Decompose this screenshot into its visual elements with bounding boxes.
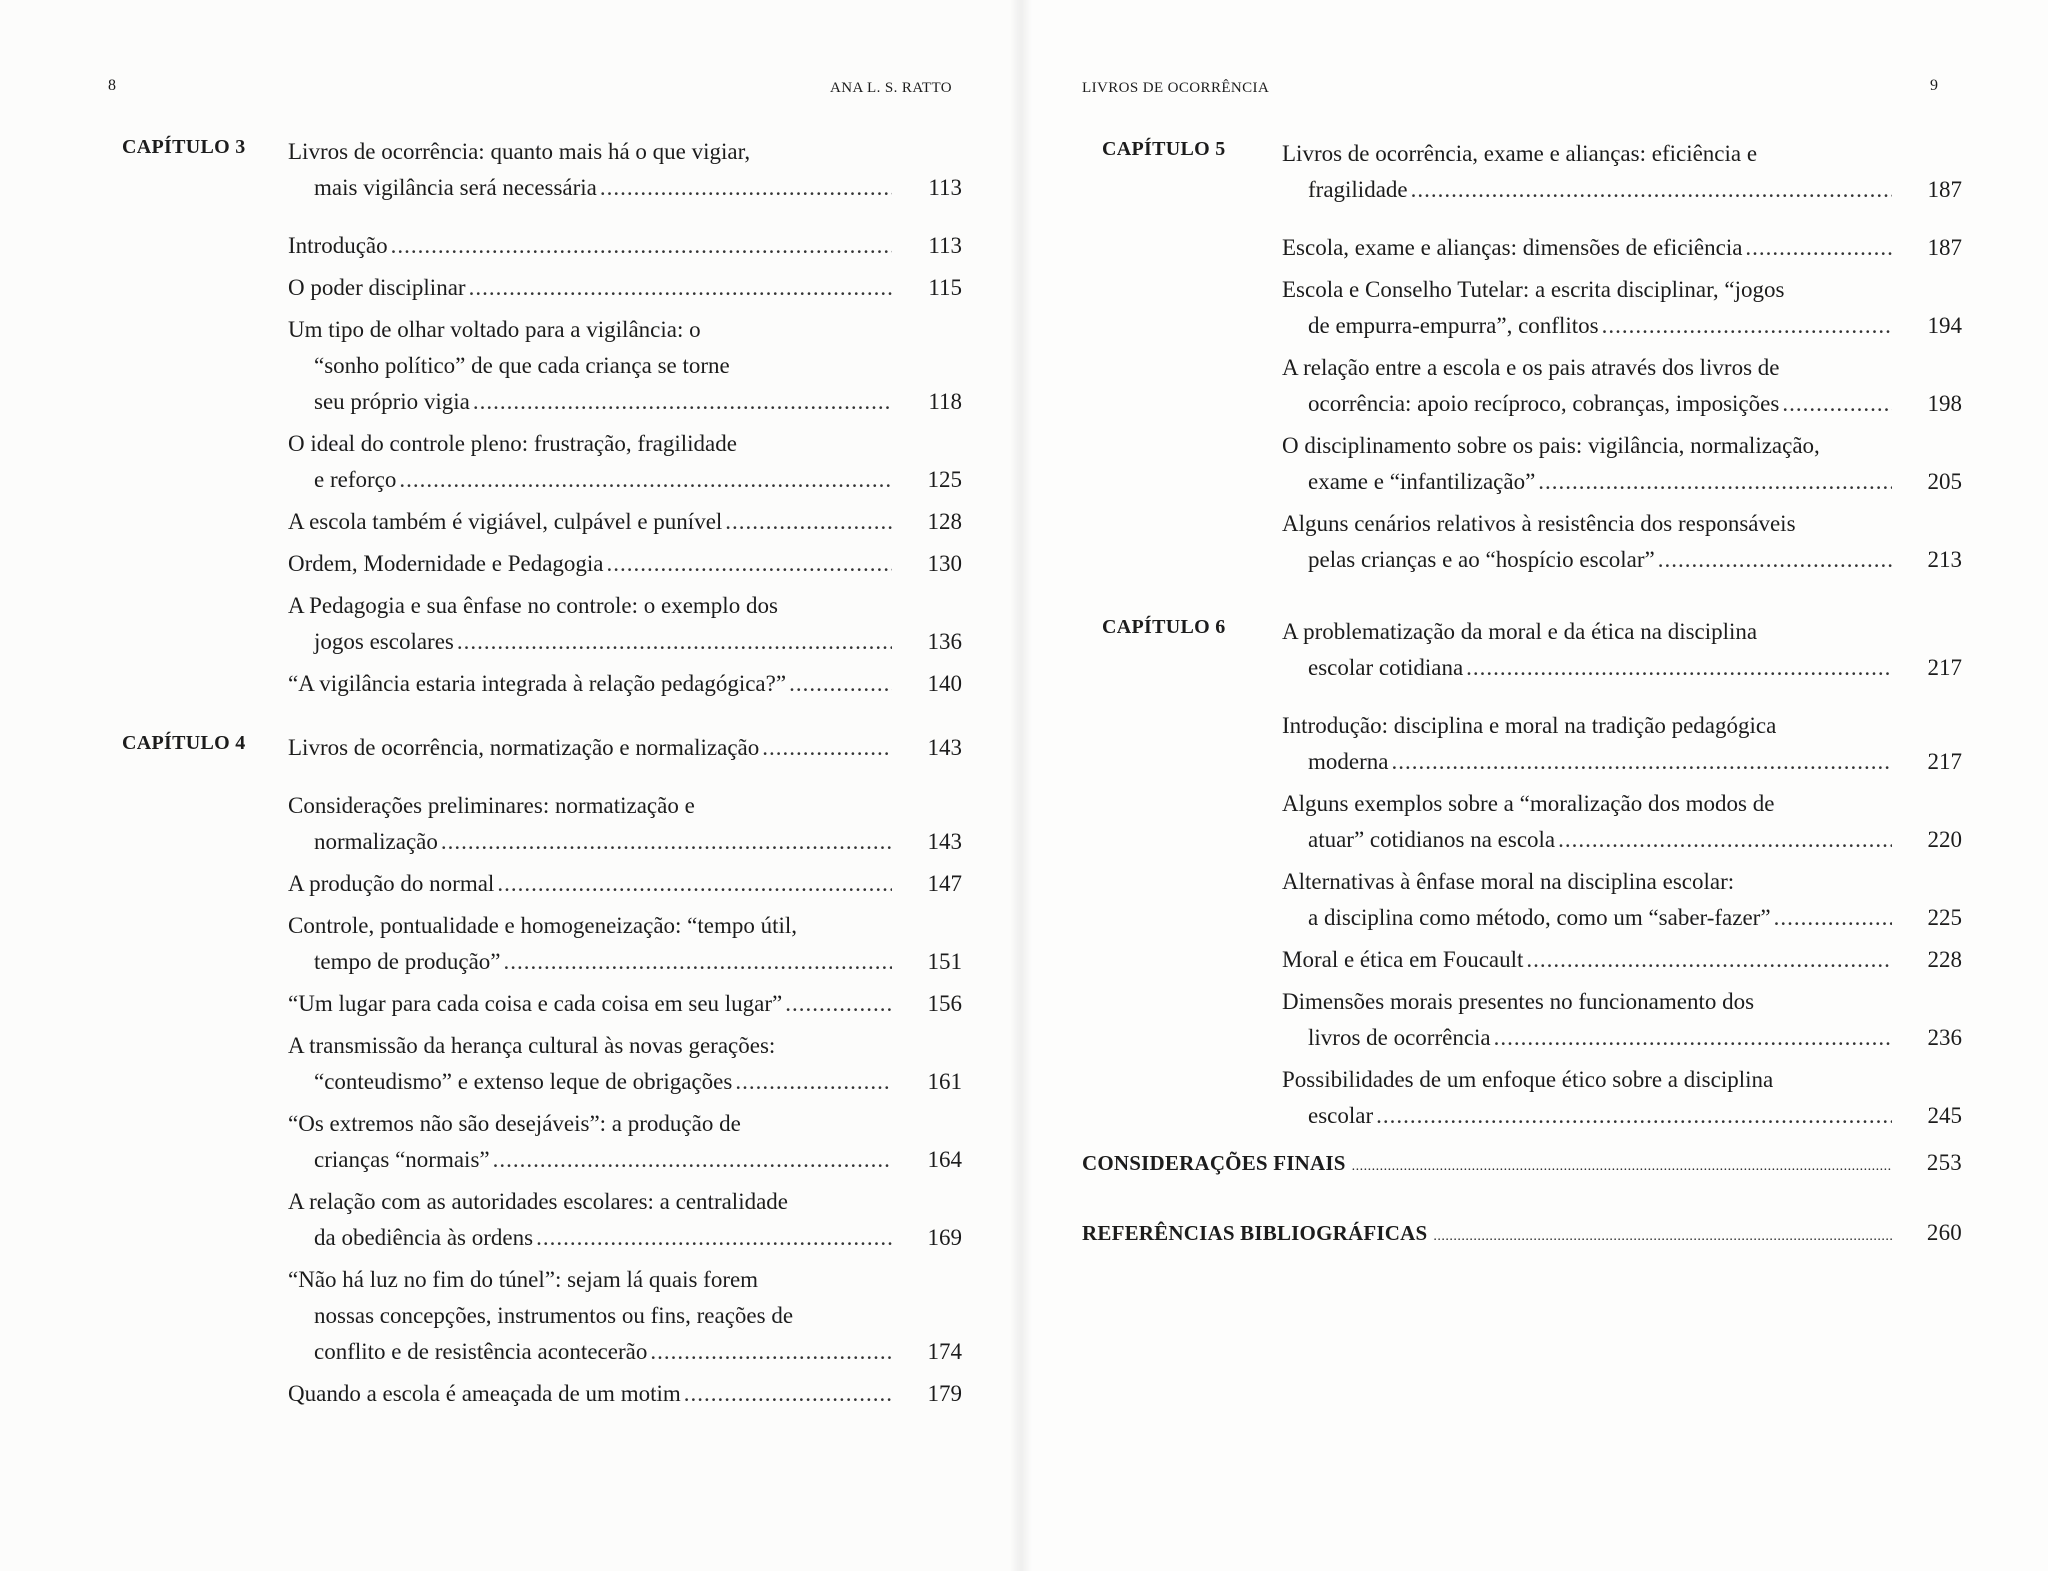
dot-leader xyxy=(1411,172,1892,208)
dot-leader xyxy=(1538,464,1892,500)
entry-line: exame e “infantilização” xyxy=(1308,469,1536,494)
entry-line: Possibilidades de um enfoque ético sobre a disciplina xyxy=(1282,1067,1774,1092)
chapter-title xyxy=(288,134,962,206)
dot-leader xyxy=(391,228,892,264)
dot-leader xyxy=(600,170,892,206)
dot-leader xyxy=(503,944,892,980)
toc-entry xyxy=(288,986,962,1022)
entry-text xyxy=(1282,1062,1892,1134)
entry-line: “Os extremos não são desejáveis”: a produção de xyxy=(288,1111,741,1136)
dot-leader xyxy=(1745,230,1892,266)
dot-leader xyxy=(684,1376,892,1412)
page-ref: 130 xyxy=(927,551,962,576)
entry-last-line xyxy=(288,504,892,540)
entry-text xyxy=(288,1262,892,1370)
entry-text xyxy=(1282,942,1892,978)
toc-entry xyxy=(288,426,962,498)
entry-last-line xyxy=(1282,308,1892,344)
entry-last-line xyxy=(288,170,892,206)
entry-line: Um tipo de olhar voltado para a vigilância: o xyxy=(288,317,701,342)
entry-last-line xyxy=(288,462,892,498)
entry-line: Alternativas à ênfase moral na disciplina escolar: xyxy=(1282,869,1735,894)
entry-text xyxy=(288,546,892,582)
table-of-contents xyxy=(1102,136,1962,1140)
dot-leader xyxy=(607,546,892,582)
entry-line: seu próprio vigia xyxy=(314,389,470,414)
page-ref: 151 xyxy=(927,949,962,974)
toc-entry xyxy=(1282,350,1962,422)
entry-line: conflito e de resistência acontecerão xyxy=(314,1339,648,1364)
dot-leader xyxy=(1376,1098,1892,1134)
toc-entry xyxy=(288,312,962,420)
entry-line: “Não há luz no fim do túnel”: sejam lá quais forem xyxy=(288,1267,759,1292)
entry-line: normalização xyxy=(314,829,438,854)
dot-leader xyxy=(1391,744,1892,780)
dot-leader xyxy=(785,986,892,1022)
entry-text xyxy=(288,426,892,498)
entry-text xyxy=(288,228,892,264)
entry-last-line xyxy=(288,1334,892,1370)
right-page xyxy=(1018,0,2048,1571)
toc-entry xyxy=(1282,864,1962,936)
entry-text xyxy=(1282,350,1892,422)
dot-leader xyxy=(1433,1229,1892,1245)
entry-line: livros de ocorrência xyxy=(1308,1025,1491,1050)
entry-last-line xyxy=(288,986,892,1022)
chapter-block xyxy=(122,730,962,1412)
entry-text xyxy=(288,588,892,660)
dot-leader xyxy=(399,462,892,498)
toc-entry xyxy=(288,228,962,264)
toc-entry xyxy=(288,270,962,306)
page-ref: 169 xyxy=(927,1225,962,1250)
dot-leader xyxy=(650,1334,892,1370)
page-ref: 113 xyxy=(928,175,962,200)
toc-entry xyxy=(288,908,962,980)
entry-line: e reforço xyxy=(314,467,397,492)
entry-line: jogos escolares xyxy=(314,629,454,654)
page-ref: 253 xyxy=(1926,1150,1962,1175)
entry-last-line xyxy=(1282,900,1892,936)
entry-line: Introdução xyxy=(288,233,388,258)
toc-entry xyxy=(288,1184,962,1256)
entry-line: Controle, pontualidade e homogeneização: “tempo útil, xyxy=(288,913,798,938)
chapter-block xyxy=(1102,136,1962,578)
page-ref: 128 xyxy=(927,509,962,534)
entry-text xyxy=(288,270,892,306)
entry-text xyxy=(1282,984,1892,1056)
entry-last-line xyxy=(288,666,892,702)
chapter-body xyxy=(1282,614,1962,1134)
entry-line: A relação entre a escola e os pais através dos livros de xyxy=(1282,355,1780,380)
dot-leader xyxy=(1602,308,1892,344)
chapter-body xyxy=(1282,136,1962,578)
dot-leader xyxy=(493,1142,892,1178)
chapter-block xyxy=(1102,614,1962,1134)
dot-leader xyxy=(457,624,892,660)
chapter-block xyxy=(122,134,962,702)
toc-entry xyxy=(288,504,962,540)
entry-line: A transmissão da herança cultural às novas gerações: xyxy=(288,1033,776,1058)
entry-last-line xyxy=(1282,744,1892,780)
entry-last-line xyxy=(288,384,892,420)
dot-leader xyxy=(1774,900,1892,936)
page-ref: 161 xyxy=(927,1069,962,1094)
page-ref: 225 xyxy=(1927,905,1962,930)
entry-line: fragilidade xyxy=(1308,177,1408,202)
back-matter-entry xyxy=(1082,1220,1962,1246)
chapter-title xyxy=(1282,614,1962,686)
entry-line: A relação com as autoridades escolares: a centralidade xyxy=(288,1189,789,1214)
page-ref: 115 xyxy=(928,275,962,300)
page-ref: 217 xyxy=(1927,655,1962,680)
toc-entry xyxy=(1282,506,1962,578)
page-ref: 164 xyxy=(927,1147,962,1172)
entry-line: “Um lugar para cada coisa e cada coisa em seu lugar” xyxy=(288,991,783,1016)
entry-last-line xyxy=(288,624,892,660)
page-ref: 156 xyxy=(927,991,962,1016)
dot-leader xyxy=(473,384,892,420)
page-ref: 179 xyxy=(927,1381,962,1406)
dot-leader xyxy=(725,504,892,540)
page-ref: 147 xyxy=(927,871,962,896)
page-ref: 174 xyxy=(927,1339,962,1364)
page-ref: 260 xyxy=(1926,1220,1962,1245)
toc-entry xyxy=(288,588,962,660)
entry-last-line xyxy=(1282,464,1892,500)
chapter-label: CAPÍTULO 4 xyxy=(122,732,246,754)
entry-text xyxy=(288,1376,892,1412)
toc-entry xyxy=(1282,272,1962,344)
left-page xyxy=(0,0,1018,1571)
entry-text xyxy=(288,1106,892,1178)
toc-entry xyxy=(288,1106,962,1178)
entry-line: Livros de ocorrência, exame e alianças: eficiência e xyxy=(1282,141,1758,166)
entry-last-line xyxy=(1282,1098,1892,1134)
entry-line: atuar” cotidianos na escola xyxy=(1308,827,1556,852)
entry-last-line xyxy=(288,944,892,980)
entry-line: O disciplinamento sobre os pais: vigilância, normalização, xyxy=(1282,433,1820,458)
page-ref: 220 xyxy=(1927,827,1962,852)
entry-line: moderna xyxy=(1308,749,1389,774)
entry-last-line xyxy=(1282,542,1892,578)
entry-text xyxy=(288,666,892,702)
dot-leader xyxy=(762,730,892,766)
chapter-label: CAPÍTULO 3 xyxy=(122,136,246,158)
entry-line: “conteudismo” e extenso leque de obrigações xyxy=(314,1069,733,1094)
entry-text xyxy=(288,1028,892,1100)
dot-leader xyxy=(735,1064,892,1100)
toc-entry xyxy=(288,666,962,702)
page-ref: 213 xyxy=(1927,547,1962,572)
entry-line: Escola e Conselho Tutelar: a escrita disciplinar, “jogos xyxy=(1282,277,1785,302)
final-entries xyxy=(1082,1150,1962,1246)
entry-line: A Pedagogia e sua ênfase no controle: o exemplo dos xyxy=(288,593,778,618)
entry-text xyxy=(288,866,892,902)
entry-line: Alguns cenários relativos à resistência dos responsáveis xyxy=(1282,511,1796,536)
entry-line: de empurra-empurra”, conflitos xyxy=(1308,313,1599,338)
toc-entry xyxy=(288,788,962,860)
entry-line: a disciplina como método, como um “saber-fazer” xyxy=(1308,905,1771,930)
entry-last-line xyxy=(1282,230,1892,266)
entry-line: Moral e ética em Foucault xyxy=(1282,947,1524,972)
page-ref: 236 xyxy=(1927,1025,1962,1050)
page-ref: 187 xyxy=(1927,177,1962,202)
dot-leader xyxy=(441,824,892,860)
entry-last-line xyxy=(288,1376,892,1412)
toc-entry xyxy=(288,1028,962,1100)
dot-leader xyxy=(1658,542,1892,578)
entry-line: Escola, exame e alianças: dimensões de eficiência xyxy=(1282,235,1743,260)
toc-entry xyxy=(1282,428,1962,500)
entry-line: “A vigilância estaria integrada à relação pedagógica?” xyxy=(288,671,787,696)
page-ref: 217 xyxy=(1927,749,1962,774)
toc-entry xyxy=(288,866,962,902)
entry-label: REFERÊNCIAS BIBLIOGRÁFICAS xyxy=(1082,1221,1428,1245)
entry-text xyxy=(288,986,892,1022)
page-ref: 143 xyxy=(927,829,962,854)
dot-leader xyxy=(789,666,892,702)
entry-label: CONSIDERAÇÕES FINAIS xyxy=(1082,1151,1346,1175)
chapter-label: CAPÍTULO 5 xyxy=(1102,138,1226,160)
entry-line: O poder disciplinar xyxy=(288,275,466,300)
entry-line: crianças “normais” xyxy=(314,1147,490,1172)
page-ref: 143 xyxy=(927,735,962,760)
entry-line: Quando a escola é ameaçada de um motim xyxy=(288,1381,681,1406)
toc-entry xyxy=(1282,942,1962,978)
entry-line: escolar cotidiana xyxy=(1308,655,1464,680)
book-gutter xyxy=(1010,0,1032,1571)
entry-line: A problematização da moral e da ética na disciplina xyxy=(1282,619,1758,644)
page-ref: 228 xyxy=(1927,947,1962,972)
toc-entry xyxy=(1282,708,1962,780)
entry-line: escolar xyxy=(1308,1103,1374,1128)
entry-line: Considerações preliminares: normatização e xyxy=(288,793,695,818)
entry-last-line xyxy=(288,824,892,860)
entry-text xyxy=(288,788,892,860)
entry-last-line xyxy=(288,730,892,766)
entry-last-line xyxy=(1282,1020,1892,1056)
toc-entry xyxy=(1282,786,1962,858)
entry-line: da obediência às ordens xyxy=(314,1225,534,1250)
entry-last-line xyxy=(288,546,892,582)
entry-last-line xyxy=(288,1220,892,1256)
entry-line: Livros de ocorrência, normatização e normalização xyxy=(288,735,760,760)
entry-line: O ideal do controle pleno: frustração, fragilidade xyxy=(288,431,737,456)
page-number: 8 xyxy=(108,77,117,94)
entry-line: Ordem, Modernidade e Pedagogia xyxy=(288,551,604,576)
entry-last-line xyxy=(288,270,892,306)
entry-line: A escola também é vigiável, culpável e punível xyxy=(288,509,723,534)
entry-line: Livros de ocorrência: quanto mais há o que vigiar, xyxy=(288,139,751,164)
chapter-label: CAPÍTULO 6 xyxy=(1102,616,1226,638)
entry-text xyxy=(288,134,892,206)
dot-leader xyxy=(1352,1159,1892,1175)
entry-text xyxy=(288,908,892,980)
chapter-body xyxy=(288,134,962,702)
entry-last-line xyxy=(1282,386,1892,422)
entry-text xyxy=(1282,136,1892,208)
toc-entry xyxy=(1282,1062,1962,1134)
page-ref: 245 xyxy=(1927,1103,1962,1128)
entry-line: Alguns exemplos sobre a “moralização dos modos de xyxy=(1282,791,1775,816)
entry-last-line xyxy=(1282,172,1892,208)
toc-entry xyxy=(1282,984,1962,1056)
entry-text xyxy=(1282,230,1892,266)
entry-text xyxy=(1282,506,1892,578)
dot-leader xyxy=(536,1220,892,1256)
entry-last-line xyxy=(288,1064,892,1100)
entry-last-line xyxy=(288,866,892,902)
running-head: LIVROS DE OCORRÊNCIA xyxy=(1082,80,1270,96)
entry-text xyxy=(288,1184,892,1256)
running-head: ANA L. S. RATTO xyxy=(830,80,952,96)
entry-text xyxy=(1282,428,1892,500)
entry-last-line xyxy=(288,228,892,264)
dot-leader xyxy=(1466,650,1892,686)
entry-text xyxy=(1282,864,1892,936)
entry-text xyxy=(288,730,892,766)
page-ref: 118 xyxy=(928,389,962,414)
page-ref: 187 xyxy=(1927,235,1962,260)
entry-line: “sonho político” de que cada criança se torne xyxy=(314,353,730,378)
entry-line: tempo de produção” xyxy=(314,949,501,974)
page-ref: 140 xyxy=(927,671,962,696)
entry-text xyxy=(288,504,892,540)
entry-line: Dimensões morais presentes no funcionamento dos xyxy=(1282,989,1755,1014)
chapter-body xyxy=(288,730,962,1412)
entry-text xyxy=(288,312,892,420)
back-matter-entry xyxy=(1082,1150,1962,1176)
entry-text xyxy=(1282,614,1892,686)
page-ref: 136 xyxy=(927,629,962,654)
page-number: 9 xyxy=(1930,77,1939,94)
entry-last-line xyxy=(1282,942,1892,978)
entry-text xyxy=(1282,786,1892,858)
entry-last-line xyxy=(288,1142,892,1178)
chapter-title xyxy=(1282,136,1962,208)
page-ref: 198 xyxy=(1927,391,1962,416)
toc-entry xyxy=(288,546,962,582)
dot-leader xyxy=(469,270,892,306)
page-ref: 113 xyxy=(928,233,962,258)
dot-leader xyxy=(497,866,892,902)
entry-last-line xyxy=(1282,822,1892,858)
dot-leader xyxy=(1782,386,1892,422)
dot-leader xyxy=(1494,1020,1892,1056)
page-ref: 125 xyxy=(927,467,962,492)
entry-line: mais vigilância será necessária xyxy=(314,175,597,200)
entry-line: ocorrência: apoio recíproco, cobranças, imposições xyxy=(1308,391,1780,416)
toc-entry xyxy=(288,1262,962,1370)
entry-text xyxy=(1282,708,1892,780)
page-ref: 205 xyxy=(1927,469,1962,494)
dot-leader xyxy=(1558,822,1892,858)
entry-line: Introdução: disciplina e moral na tradição pedagógica xyxy=(1282,713,1777,738)
dot-leader xyxy=(1526,942,1892,978)
entry-line: pelas crianças e ao “hospício escolar” xyxy=(1308,547,1655,572)
toc-entry xyxy=(288,1376,962,1412)
table-of-contents xyxy=(122,134,962,1418)
chapter-title xyxy=(288,730,962,766)
page-ref: 194 xyxy=(1927,313,1962,338)
entry-line: nossas concepções, instrumentos ou fins, reações de xyxy=(314,1303,794,1328)
entry-text xyxy=(1282,272,1892,344)
entry-last-line xyxy=(1282,650,1892,686)
toc-entry xyxy=(1282,230,1962,266)
entry-line: A produção do normal xyxy=(288,871,495,896)
